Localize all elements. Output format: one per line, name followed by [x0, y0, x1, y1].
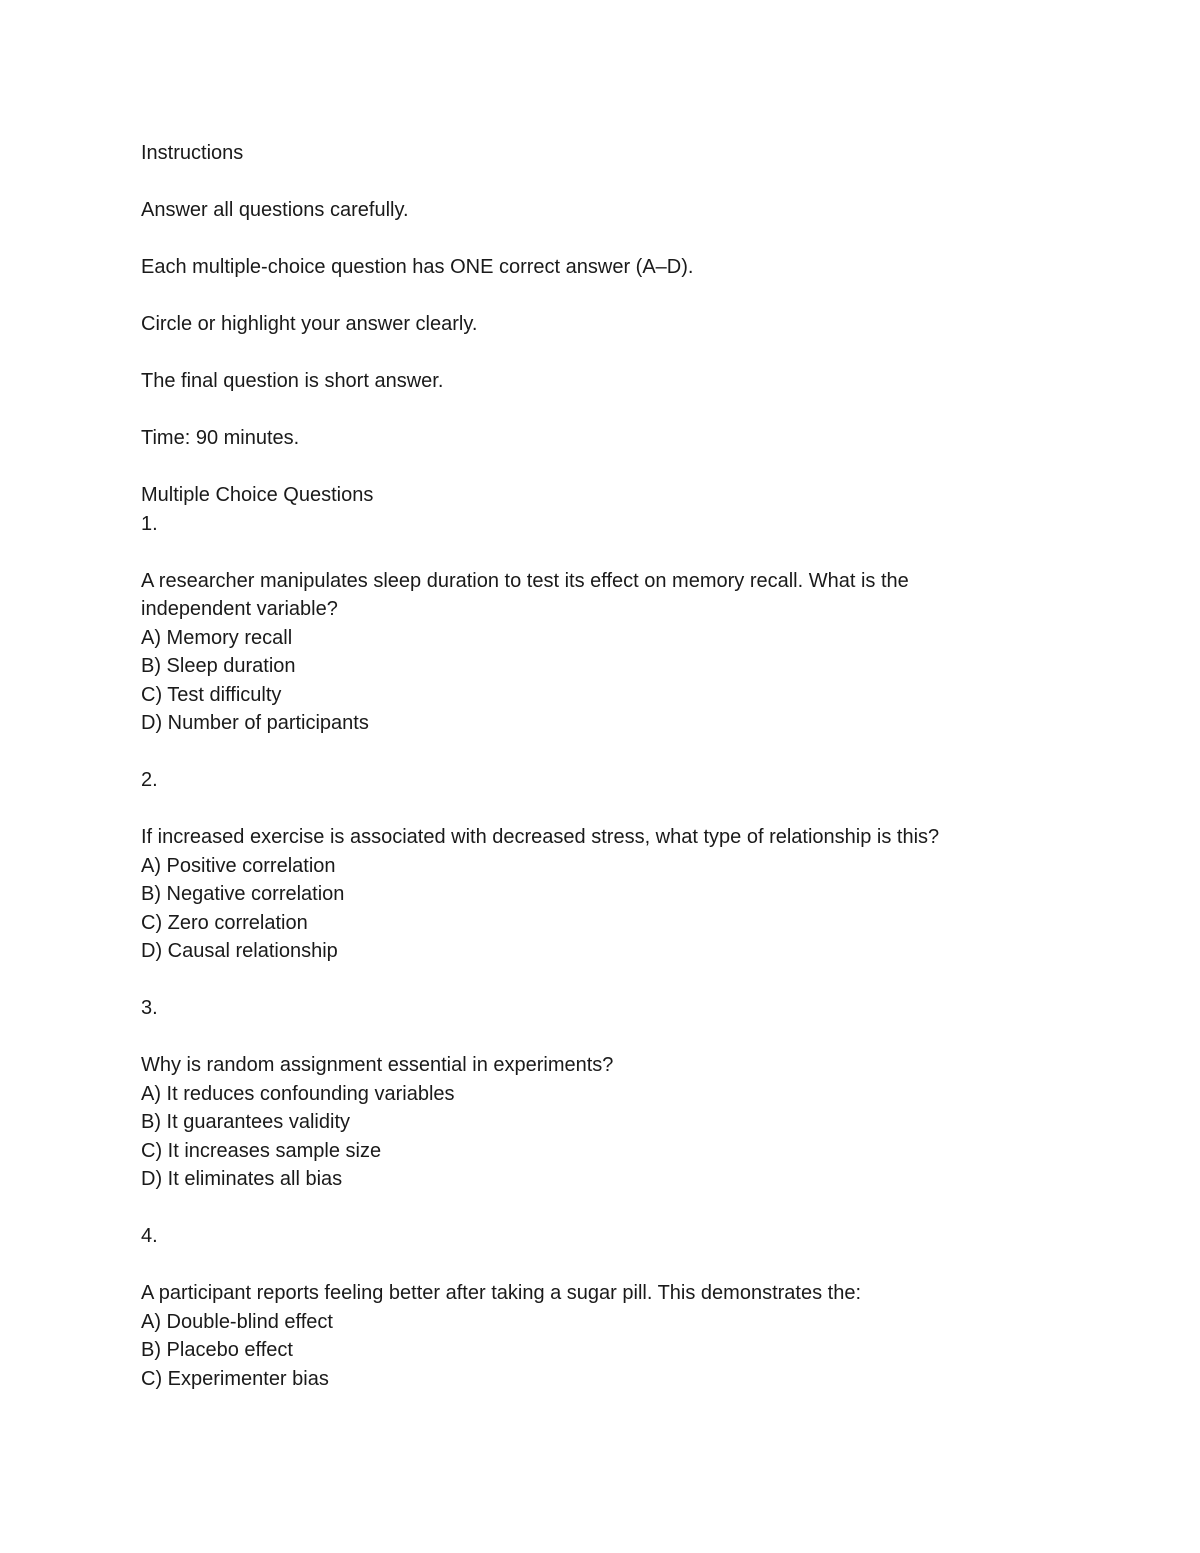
question-text: If increased exercise is associated with decreased stress, what type of relationship is this?: [141, 826, 940, 848]
question-text: Why is random assignment essential in experiments?: [141, 1054, 614, 1076]
spacer: [141, 168, 1041, 197]
answer-option: A) Memory recall: [141, 626, 293, 649]
answer-option: D) It eliminates all bias: [141, 1168, 343, 1190]
spacer: [141, 966, 1041, 995]
spacer: [141, 225, 1041, 254]
instruction-item: Answer all questions carefully.: [141, 199, 409, 221]
answer-option: A) Positive correlation: [141, 854, 336, 877]
spacer: [141, 339, 1041, 368]
instruction-item: Each multiple-choice question has ONE correct answer (A–D).: [141, 256, 694, 278]
answer-option: D) Causal relationship: [141, 940, 338, 962]
answer-option: A) It reduces confounding variables: [141, 1082, 455, 1105]
question-number: 3.: [141, 997, 158, 1019]
question-text: A participant reports feeling better after taking a sugar pill. This demonstrates the:: [141, 1282, 862, 1304]
question-number: 4.: [141, 1225, 158, 1247]
spacer: [141, 1194, 1041, 1223]
answer-option: C) Zero correlation: [141, 911, 308, 934]
instruction-item: Time: 90 minutes.: [141, 427, 300, 449]
question-text: A researcher manipulates sleep duration to test its effect on memory recall. What is the independent variable?: [141, 569, 909, 620]
answer-option: D) Number of participants: [141, 712, 369, 734]
answer-option: B) Placebo effect: [141, 1339, 293, 1361]
answer-option: C) Test difficulty: [141, 683, 282, 706]
answer-option: B) Sleep duration: [141, 655, 296, 677]
spacer: [141, 538, 1041, 567]
instruction-item: The final question is short answer.: [141, 370, 444, 392]
question-number: 1.: [141, 512, 158, 535]
answer-option: B) Negative correlation: [141, 883, 345, 905]
answer-option: B) It guarantees validity: [141, 1111, 350, 1133]
spacer: [141, 795, 1041, 824]
answer-option: A) Double-blind effect: [141, 1310, 333, 1333]
spacer: [141, 738, 1041, 767]
spacer: [141, 396, 1041, 425]
answer-option: C) It increases sample size: [141, 1139, 382, 1162]
spacer: [141, 282, 1041, 311]
instruction-item: Circle or highlight your answer clearly.: [141, 313, 478, 335]
document-page: [141, 139, 1041, 1393]
spacer: [141, 453, 1041, 482]
instructions-heading: Instructions: [141, 142, 244, 164]
spacer: [141, 1023, 1041, 1052]
mcq-heading: Multiple Choice Questions: [141, 484, 374, 506]
spacer: [141, 1251, 1041, 1280]
answer-option: C) Experimenter bias: [141, 1367, 329, 1390]
question-number: 2.: [141, 769, 158, 791]
